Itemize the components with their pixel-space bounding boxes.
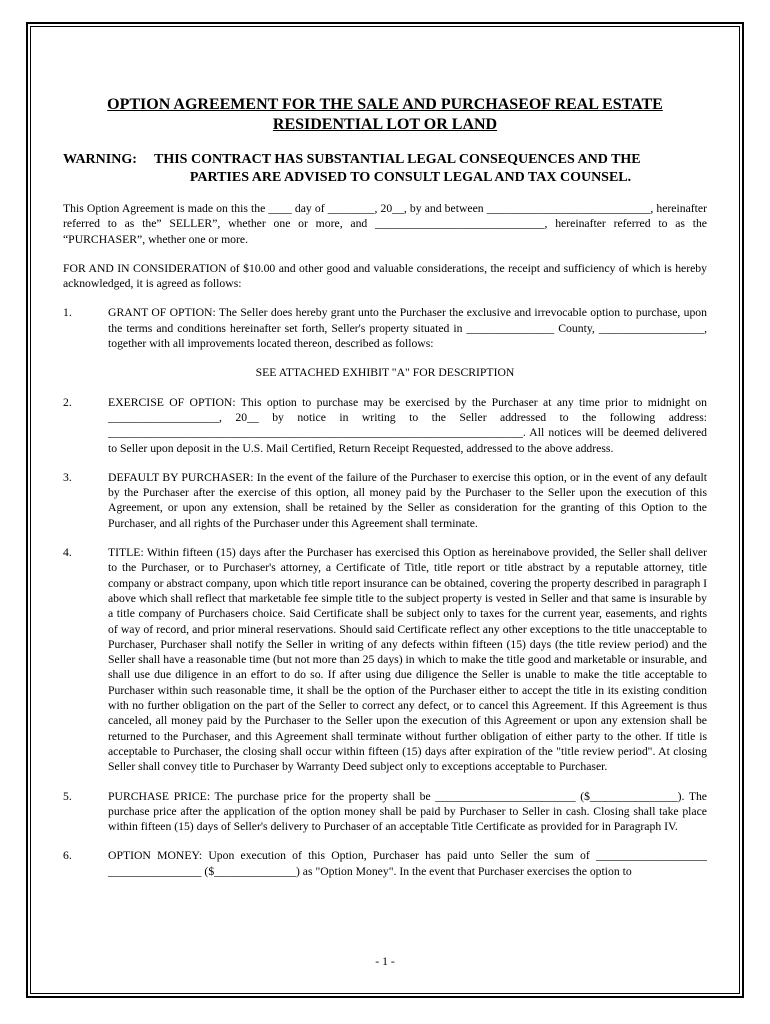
section-text: PURCHASE PRICE: The purchase price for the property shall be ________________________ ($_______________). The purchase price after the application of the option money shall be paid by Purchaser to Seller in cash. Closing shall take place within fifteen (15) days of Seller's delivery to Purchaser of an acceptable Title Certificate as provided for in Paragraph IV. <box>108 789 707 834</box>
section-grant-of-option <box>63 305 707 351</box>
consideration-paragraph: FOR AND IN CONSIDERATION of $10.00 and other good and valuable considerations, the receipt and sufficiency of which is hereby acknowledged, it is agreed as follows: <box>63 261 707 291</box>
section-exercise-of-option <box>63 395 707 456</box>
section-text: DEFAULT BY PURCHASER: In the event of the failure of the Purchaser to exercise this option, or in the event of any default by the Purchaser after the exercise of this option, all money paid by the Purchaser to the Seller upon the execution of this Agreement, or upon any extension, shall be retained by the Seller as consideration for the granting of this Option to the Purchaser, and all rights of the Purchaser under this Agreement shall terminate. <box>108 470 707 530</box>
warning-text <box>154 151 707 187</box>
document-title <box>63 95 707 135</box>
section-number: 4. <box>63 546 72 560</box>
document-body <box>63 95 707 879</box>
section-number: 3. <box>63 470 72 484</box>
section-number: 2. <box>63 395 72 409</box>
title-line-2: RESIDENTIAL LOT OR LAND <box>272 116 498 133</box>
section-default-by-purchaser <box>63 470 707 531</box>
exhibit-reference: SEE ATTACHED EXHIBIT "A" FOR DESCRIPTION <box>255 366 515 380</box>
section-option-money <box>63 848 707 879</box>
section-text: OPTION MONEY: Upon execution of this Option, Purchaser has paid unto Seller the sum of ___________________ ________________ ($______________) as "Option Money". In the event that Purchaser exercises the option to <box>108 849 707 878</box>
warning-notice <box>63 151 707 187</box>
intro-paragraph: This Option Agreement is made on this the ____ day of ________, 20__, by and between ____________________________, hereinafter referred to as the” SELLER”, whether one or more, and _____________________________, hereinafter referred to as the “PURCHASER”, whether one or more. <box>63 202 707 246</box>
warning-line-1: THIS CONTRACT HAS SUBSTANTIAL LEGAL CONSEQUENCES AND THE <box>154 152 641 167</box>
section-text: GRANT OF OPTION: The Seller does hereby grant unto the Purchaser the exclusive and irrevocable option to purchase, upon the terms and conditions hereinafter set forth, Seller's property situated in _______________ County, __________________, together with all improvements located thereon, described as follows: <box>108 306 707 351</box>
section-text: TITLE: Within fifteen (15) days after the Purchaser has exercised this Option as hereinabove provided, the Seller shall deliver to the Purchaser, or to Purchaser's attorney, a Certificate of Title, title report or title abstract by a reputable attorney, title company or abstract company, upon which title report insurance can be obtained, covering the property described in paragraph I above which shall reflect that marketable fee simple title to the subject property is vested in Seller and that same is insurable by a title company of Purchasers choice. Said Certificate shall be subject only to taxes for the current year, easements, and rights of way of record, and prior mineral reservations. Should said Certificate reflect any other exceptions to the title unacceptable to Purchaser, Purchaser shall notify the Seller in writing of any defects within fifteen (15) days (the title review period) and the Seller shall have a reasonable time (but not more than 25 days) in which to make the title good and marketable or insurable, and shall use due diligence in an effort to do so. If after using due diligence the Seller is unable to make the title acceptable to Purchaser within such reasonable time, it shall be the option of the Purchaser either to accept the title in its existing condition with no further obligation on the part of the Seller to correct any defect, or to cancel this Agreement. If this Agreement is thus canceled, all money paid by the Purchaser to the Seller upon the execution of this Agreement or upon any extension shall be returned to the Purchaser, and this Agreement shall terminate without further obligation of either party to the other. If title is acceptable to Purchaser, the closing shall occur within fifteen (15) days after expiration of the "title review period". At closing Seller shall convey title to Purchaser by Warranty Deed subject only to exceptions acceptable to Purchaser. <box>108 546 707 774</box>
page-number: - 1 - <box>375 955 395 968</box>
section-number: 5. <box>63 789 72 803</box>
section-title <box>63 545 707 774</box>
warning-line-2: PARTIES ARE ADVISED TO CONSULT LEGAL AND TAX COUNSEL. <box>189 170 632 185</box>
title-line-1: OPTION AGREEMENT FOR THE SALE AND PURCHASEOF REAL ESTATE <box>107 96 663 113</box>
section-text: EXERCISE OF OPTION: This option to purchase may be exercised by the Purchaser at any time prior to midnight on ___________________, 20__ by notice in writing to the Seller addressed to the following address: _______________________________________________________________________. All notices will be deemed delivered to Seller upon deposit in the U.S. Mail Certified, Return Receipt Requested, addressed to the above address. <box>108 395 707 455</box>
section-purchase-price <box>63 789 707 835</box>
section-number: 6. <box>63 849 72 863</box>
warning-label: WARNING: <box>63 152 137 167</box>
section-number: 1. <box>63 306 72 320</box>
